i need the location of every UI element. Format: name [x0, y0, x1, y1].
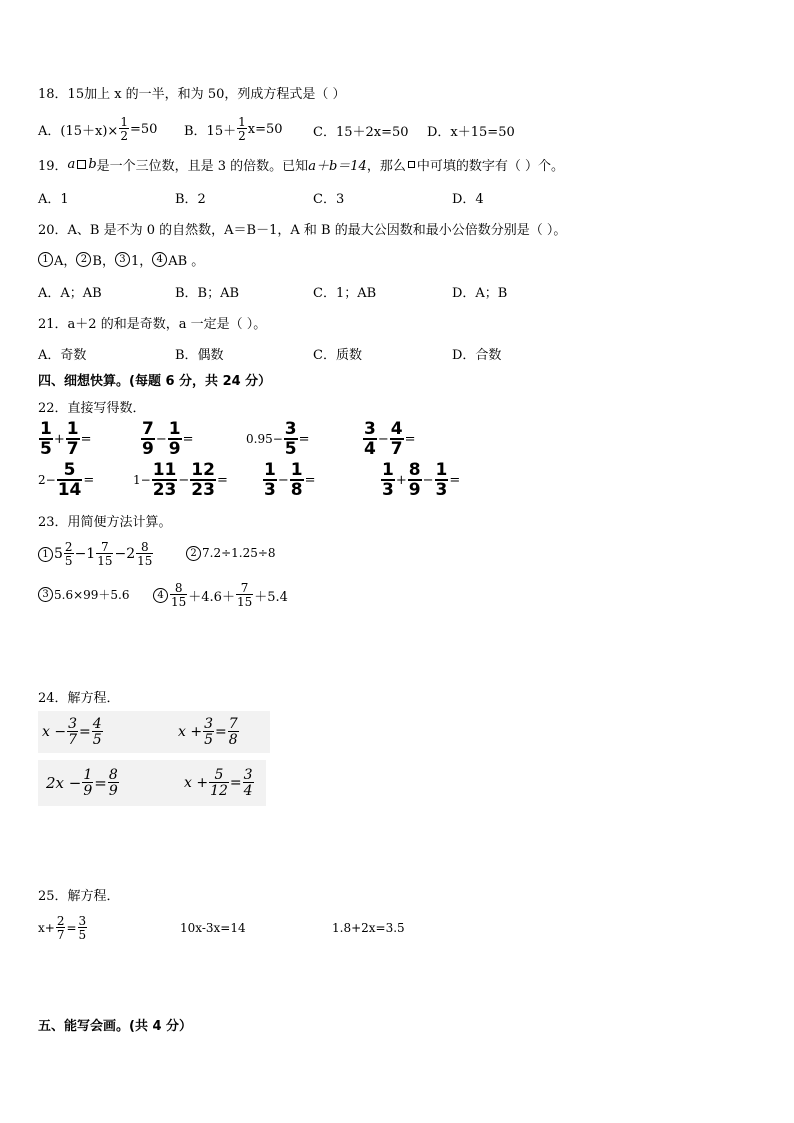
q23-part-2: 2 7.2÷1.25÷8 — [186, 544, 276, 562]
q22-expr-3: 0.95− $\frac{3}{5}$ = — [246, 418, 310, 459]
question-21-option-b: B．偶数 — [175, 348, 224, 363]
circled-number: 4 — [152, 252, 167, 267]
q24-equation-4: x + $\frac{5}{12}$ = $\frac{3}{4}$ — [184, 767, 253, 799]
question-23-stem: 23．用简便方法计算。 — [38, 515, 172, 530]
section-4-title: 四、细想快算。(每题 6 分，共 24 分） — [38, 374, 272, 389]
question-20-stem: 20．A、B 是不为 0 的自然数，A＝B－1，A 和 B 的最大公因数和最小公倍数分别是（ ）。 — [38, 223, 567, 238]
q22-expr-6: 1− $\frac{11}{23}$ − $\frac{12}{23}$ = — [133, 459, 228, 500]
question-24-stem: 24．解方程． — [38, 691, 120, 706]
circled-number: 3 — [115, 252, 130, 267]
question-18-option-a: A．(15＋x)× $\frac{1}{2}$ =50 — [38, 115, 158, 143]
q25-equation-2: 10x-3x=14 — [180, 921, 246, 935]
question-20-option-b: B．B；AB — [175, 286, 240, 301]
fraction: $\frac{1}{2}$ — [120, 115, 128, 143]
question-21-stem: 21．a＋2 的和是奇数，a 一定是（ ）。 — [38, 317, 267, 332]
q22-expr-1: $\frac{1}{5}$ + $\frac{1}{7}$ = — [40, 418, 92, 459]
q22-expr-5: 2− $\frac{5}{14}$ = — [38, 459, 95, 500]
circled-number: 2 — [76, 252, 91, 267]
question-18-option-c: C．15＋2x=50 — [313, 125, 409, 140]
question-20-option-d: D．A；B — [452, 286, 508, 301]
circled-number: 1 — [38, 252, 53, 267]
blank-square-icon — [408, 161, 415, 168]
question-18-stem: 18．15加上 x 的一半，和为 50，列成方程式是（ ） — [38, 87, 346, 102]
q24-equation-1: x − $\frac{3}{7}$ = $\frac{4}{5}$ — [42, 716, 102, 748]
question-22-stem: 22．直接写得数． — [38, 401, 146, 416]
question-20-option-c: C．1；AB — [313, 286, 377, 301]
question-19-option-b: B．2 — [175, 192, 206, 207]
q24-equation-2: x + $\frac{3}{5}$ = $\frac{7}{8}$ — [178, 716, 238, 748]
q23-part-3: 3 5.6×99＋5.6 — [38, 585, 130, 603]
question-19-option-a: A．1 — [38, 192, 69, 207]
question-19-option-c: C．3 — [313, 192, 345, 207]
q25-equation-3: 1.8+2x=3.5 — [332, 921, 405, 935]
question-18-option-d: D．x＋15=50 — [427, 125, 515, 140]
question-20-option-a: A．A；AB — [38, 286, 102, 301]
q24-equation-3: 2x − $\frac{1}{9}$ = $\frac{8}{9}$ — [46, 767, 118, 799]
question-21-option-d: D．合数 — [452, 348, 502, 363]
question-21-option-c: C．质数 — [313, 348, 362, 363]
q22-expr-8: $\frac{1}{3}$ + $\frac{8}{9}$ − $\frac{1}{3}$ = — [382, 459, 461, 500]
section-5-title: 五、能写会画。(共 4 分） — [38, 1019, 193, 1034]
question-18-option-b: B．15＋ $\frac{1}{2}$ x=50 — [184, 115, 283, 143]
question-21-option-a: A．奇数 — [38, 348, 87, 363]
question-19-stem: 19． a b 是一个三位数，且是 3 的倍数。已知 a＋b＝14 ，那么 中可填的数字有（ ）个。 — [38, 156, 564, 174]
q22-expr-4: $\frac{3}{4}$ − $\frac{4}{7}$ = — [364, 418, 416, 459]
q22-expr-2: $\frac{7}{9}$ − $\frac{1}{9}$ = — [142, 418, 194, 459]
question-25-stem: 25．解方程． — [38, 889, 120, 904]
question-20-items: 1 A， 2 B， 3 1， 4 AB 。 — [38, 250, 204, 268]
blank-square-icon — [77, 160, 86, 169]
question-19-option-d: D．4 — [452, 192, 484, 207]
q23-part-1: 1 5 $\frac{2}{5}$ −1 $\frac{7}{15}$ −2 $\frac{8}{15}$ — [38, 535, 154, 573]
fraction: $\frac{1}{2}$ — [238, 115, 246, 143]
q22-expr-7: $\frac{1}{3}$ − $\frac{1}{8}$ = — [264, 459, 316, 500]
q25-equation-1: x+ $\frac{2}{7}$ = $\frac{3}{5}$ — [38, 914, 87, 942]
q23-part-4: 4 $\frac{8}{15}$ ＋4.6＋ $\frac{7}{15}$ ＋5.4 — [153, 576, 288, 614]
